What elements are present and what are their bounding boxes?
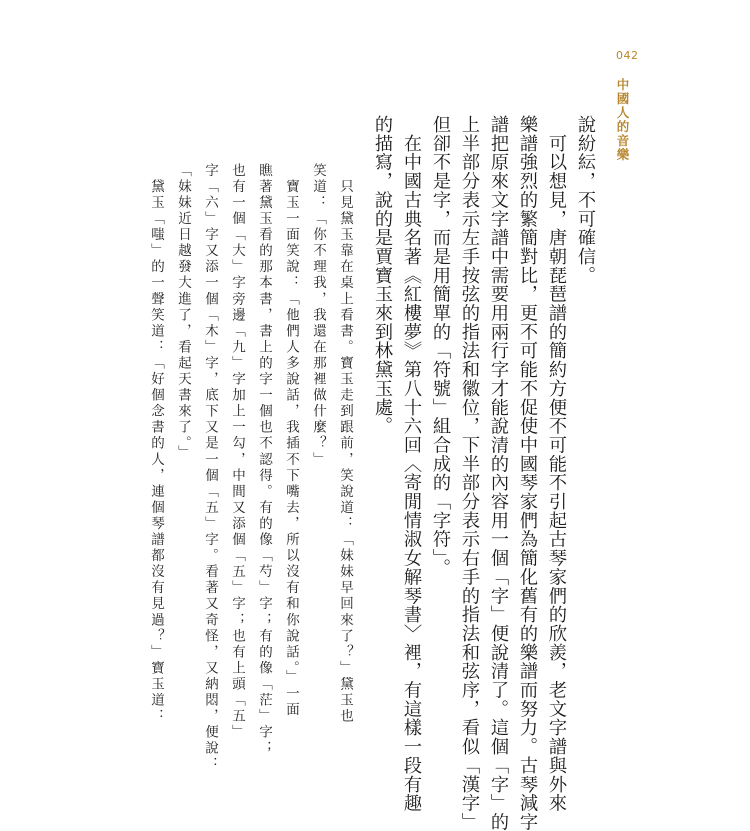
- quote-column-8: 黛玉「嗤」的一聲笑道：「好個念書的人，連個琴譜都沒有見過？」寶玉道：: [148, 163, 164, 725]
- body-column-2: 可以想見，唐朝琵琶譜的簡約方便不可能不引起古琴家們的欣羨，老文字譜與外來: [546, 115, 567, 813]
- body-column-5: 上半部分表示左手按弦的指法和徽位，下半部分表示右手的指法和弦序，看似「漢字」: [459, 115, 480, 831]
- quote-column-2: 笑道：「你不理我，我還在那裡做什麼？」: [310, 163, 326, 468]
- quote-column-4: 瞧著黛玉看的那本書，書上的字一個也不認得。有的像「芍」字；有的像「茫」字；: [256, 163, 272, 757]
- quote-column-7: 「妹妹近日越發大進了，看起天書來了。」: [175, 163, 191, 462]
- quote-column-6: 字「六」字又添一個「木」字，底下又是一個「五」字。看著又奇怪，又納悶，便說：: [202, 163, 218, 773]
- body-column-6: 但卻不是字，而是用簡單的「符號」組合成的「字符」。: [430, 115, 451, 578]
- body-column-8: 的描寫，說的是賈寶玉來到林黛玉處。: [372, 115, 393, 436]
- quote-column-3: 寶玉一面笑說：「他們人多說話，我插不下嘴去，所以沒有和你說話。」一面: [283, 163, 299, 718]
- body-column-3: 樂譜強烈的繁簡對比，更不可能不促使中國琴家們為簡化舊有的樂譜而努力。古琴減字: [517, 115, 538, 831]
- page-number: 042: [616, 49, 639, 62]
- body-column-1: 說紛紜，不可確信。: [575, 115, 596, 285]
- running-head: 中國人的音樂: [615, 78, 630, 162]
- body-column-4: 譜把原來文字譜中需要用兩行字才能說清的內容用一個「字」便說清了。這個「字」的: [488, 115, 509, 831]
- body-column-7: 在中國古典名著《紅樓夢》第八十六回〈寄閒情淑女解琴書〉裡，有這樣一段有趣: [401, 115, 422, 813]
- quote-column-1: 只見黛玉靠在桌上看書。寶玉走到跟前，笑說道：「妹妹早回來了？」黛玉也: [337, 163, 353, 725]
- quote-column-5: 也有一個「大」字旁邊「九」字加上一勾，中間又添個「五」字；也有上頭「五」: [229, 163, 245, 741]
